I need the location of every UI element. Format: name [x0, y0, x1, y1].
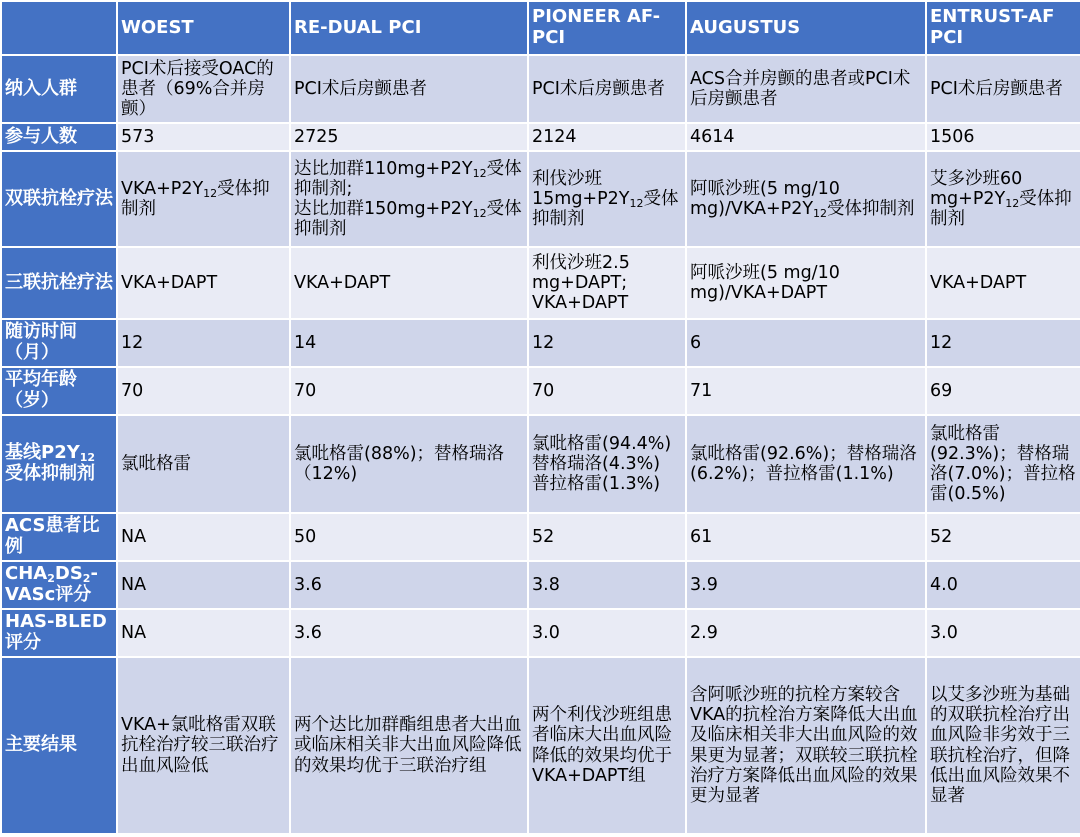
col-header-augustus: AUGUSTUS — [686, 1, 926, 55]
cell-age-woest: 70 — [117, 367, 290, 415]
cell-triple-woest: VKA+DAPT — [117, 247, 290, 319]
cell-dual-re-dual: 达比加群$110mg+P2Y_{12}$受体抑制剂; 达比加群$150mg+P2Y_{12}$受体抑制剂 — [290, 151, 528, 247]
row-header-main-results: 主要结果 — [1, 657, 117, 834]
cell-participants-re-dual: 2725 — [290, 123, 528, 151]
cell-age-entrust: 69 — [926, 367, 1080, 415]
cell-participants-augustus: 4614 — [686, 123, 926, 151]
cell-acs-woest: NA — [117, 513, 290, 561]
cell-hasbled-pioneer: 3.0 — [528, 609, 686, 657]
cell-population-re-dual: PCI术后房颤患者 — [290, 55, 528, 123]
row-followup — [1, 319, 1080, 367]
cell-acs-augustus: 61 — [686, 513, 926, 561]
row-header-baseline-p2y12: 基线$P2Y_{12}$受体抑制剂 — [1, 415, 117, 513]
cell-cha2ds2-entrust: 4.0 — [926, 561, 1080, 609]
cell-baseline-pioneer: 氯吡格雷(94.4%) 替格瑞洛(4.3%) 普拉格雷(1.3%) — [528, 415, 686, 513]
cell-triple-entrust: VKA+DAPT — [926, 247, 1080, 319]
row-header-age: 平均年龄（岁） — [1, 367, 117, 415]
row-participants — [1, 123, 1080, 151]
cell-population-pioneer: PCI术后房颤患者 — [528, 55, 686, 123]
cell-followup-re-dual: 14 — [290, 319, 528, 367]
row-population — [1, 55, 1080, 123]
cell-dual-augustus: 阿哌沙班(5 mg/10 $mg)/VKA+P2Y_{12}$受体抑制剂 — [686, 151, 926, 247]
cell-baseline-re-dual: 氯吡格雷(88%)；替格瑞洛（12%) — [290, 415, 528, 513]
cell-population-entrust: PCI术后房颤患者 — [926, 55, 1080, 123]
col-header-woest: WOEST — [117, 1, 290, 55]
cell-population-woest: PCI术后接受OAC的患者（69%合并房颤） — [117, 55, 290, 123]
cell-followup-entrust: 12 — [926, 319, 1080, 367]
cell-cha2ds2-pioneer: 3.8 — [528, 561, 686, 609]
row-header-followup: 随访时间（月） — [1, 319, 117, 367]
cell-results-augustus: 含阿哌沙班的抗栓方案较含VKA的抗栓治方案降低大出血及临床相关非大出血风险的效果更为显著；双联较三联抗栓治疗方案降低出血风险的效果更为显著 — [686, 657, 926, 834]
row-acs-ratio — [1, 513, 1080, 561]
cell-participants-entrust: 1506 — [926, 123, 1080, 151]
row-cha2ds2-vasc — [1, 561, 1080, 609]
cell-acs-pioneer: 52 — [528, 513, 686, 561]
cell-results-re-dual: 两个达比加群酯组患者大出血或临床相关非大出血风险降低的效果均优于三联治疗组 — [290, 657, 528, 834]
cell-age-re-dual: 70 — [290, 367, 528, 415]
cell-participants-pioneer: 2124 — [528, 123, 686, 151]
col-header-pioneer-af-pci: PIONEER AF-PCI — [528, 1, 686, 55]
row-age — [1, 367, 1080, 415]
cell-followup-pioneer: 12 — [528, 319, 686, 367]
row-has-bled — [1, 609, 1080, 657]
cell-population-augustus: ACS合并房颤的患者或PCI术后房颤患者 — [686, 55, 926, 123]
cell-followup-augustus: 6 — [686, 319, 926, 367]
row-dual-therapy — [1, 151, 1080, 247]
cell-triple-augustus: 阿哌沙班(5 mg/10 mg)/VKA+DAPT — [686, 247, 926, 319]
cell-age-augustus: 71 — [686, 367, 926, 415]
cell-triple-re-dual: VKA+DAPT — [290, 247, 528, 319]
cell-age-pioneer: 70 — [528, 367, 686, 415]
row-main-results — [1, 657, 1080, 834]
row-header-triple-therapy: 三联抗栓疗法 — [1, 247, 117, 319]
cell-baseline-augustus: 氯吡格雷(92.6%)；替格瑞洛 (6.2%)；普拉格雷(1.1%) — [686, 415, 926, 513]
cell-baseline-entrust: 氯吡格雷(92.3%)；替格瑞洛(7.0%)；普拉格雷(0.5%) — [926, 415, 1080, 513]
cell-hasbled-re-dual: 3.6 — [290, 609, 528, 657]
row-triple-therapy — [1, 247, 1080, 319]
cell-results-woest: VKA+氯吡格雷双联抗栓治疗较三联治疗出血风险低 — [117, 657, 290, 834]
cell-baseline-woest: 氯吡格雷 — [117, 415, 290, 513]
row-header-dual-therapy: 双联抗栓疗法 — [1, 151, 117, 247]
row-header-population: 纳入人群 — [1, 55, 117, 123]
row-header-participants: 参与人数 — [1, 123, 117, 151]
row-header-cha2ds2-vasc: $CHA_2DS_2$-VASc评分 — [1, 561, 117, 609]
col-header-re-dual-pci: RE-DUAL PCI — [290, 1, 528, 55]
cell-cha2ds2-woest: NA — [117, 561, 290, 609]
cell-acs-re-dual: 50 — [290, 513, 528, 561]
row-baseline-p2y12 — [1, 415, 1080, 513]
col-header-entrust-af-pci: ENTRUST-AF PCI — [926, 1, 1080, 55]
cell-acs-entrust: 52 — [926, 513, 1080, 561]
cell-followup-woest: 12 — [117, 319, 290, 367]
header-row — [1, 1, 1080, 55]
cell-dual-entrust: 艾多沙班60 $mg+P2Y_{12}$受体抑制剂 — [926, 151, 1080, 247]
cell-results-pioneer: 两个利伐沙班组患者临床大出血风险降低的效果均优于VKA+DAPT组 — [528, 657, 686, 834]
corner-cell — [1, 1, 117, 55]
cell-participants-woest: 573 — [117, 123, 290, 151]
cell-triple-pioneer: 利伐沙班2.5 mg+DAPT; VKA+DAPT — [528, 247, 686, 319]
cell-cha2ds2-augustus: 3.9 — [686, 561, 926, 609]
cell-results-entrust: 以艾多沙班为基础的双联抗栓治疗出血风险非劣效于三联抗栓治疗，但降低出血风险效果不显著 — [926, 657, 1080, 834]
row-header-acs-ratio: ACS患者比例 — [1, 513, 117, 561]
cell-hasbled-entrust: 3.0 — [926, 609, 1080, 657]
cell-hasbled-woest: NA — [117, 609, 290, 657]
cell-cha2ds2-re-dual: 3.6 — [290, 561, 528, 609]
cell-hasbled-augustus: 2.9 — [686, 609, 926, 657]
cell-dual-pioneer: 利伐沙班$15mg+P2Y_{12}$受体抑制剂 — [528, 151, 686, 247]
cell-dual-woest: $VKA+P2Y_{12}$受体抑制剂 — [117, 151, 290, 247]
row-header-has-bled: HAS-BLED评分 — [1, 609, 117, 657]
